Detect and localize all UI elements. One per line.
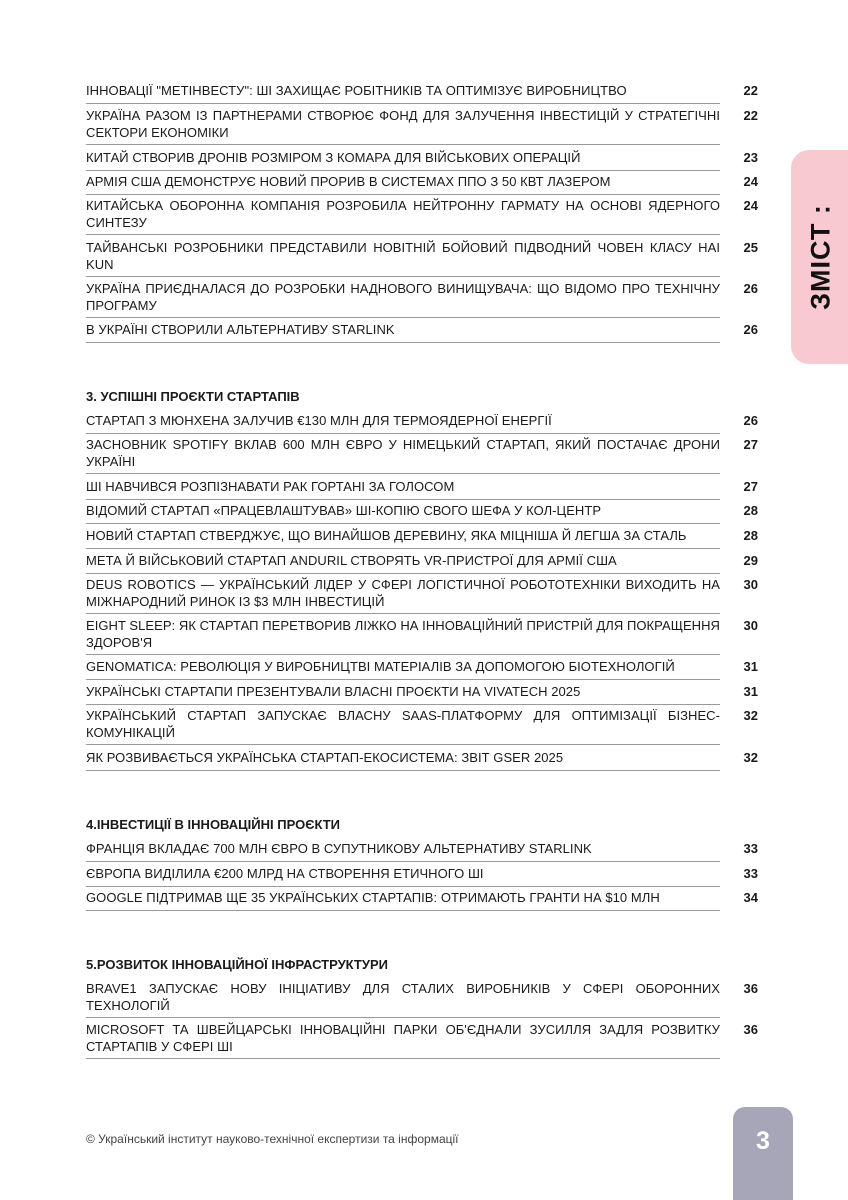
- page-number-tab: [733, 1107, 793, 1200]
- toc-entry-page: 26: [743, 322, 758, 337]
- toc-entry-page: 36: [743, 1022, 758, 1037]
- toc-entry-title: DEUS ROBOTICS — УКРАЇНСЬКИЙ ЛІДЕР У СФЕРІ ЛОГІСТИЧНОЇ РОБОТОТЕХНІКИ ВИХОДИТЬ НА МІЖНАРОДНИЙ РИНОК ІЗ $3 МЛН ІНВЕСТИЦІЙ: [86, 577, 720, 614]
- toc-entry-page: 28: [743, 528, 758, 543]
- toc-entry-title: GENOMATICA: РЕВОЛЮЦІЯ У ВИРОБНИЦТВІ МАТЕРІАЛІВ ЗА ДОПОМОГОЮ БІОТЕХНОЛОГІЙ: [86, 659, 720, 680]
- toc-entry-title: ТАЙВАНСЬКІ РОЗРОБНИКИ ПРЕДСТАВИЛИ НОВІТНІЙ БОЙОВИЙ ПІДВОДНИЙ ЧОВЕН КЛАСУ HAI KUN: [86, 240, 720, 277]
- toc-entry-title: ІННОВАЦІЇ "МЕТІНВЕСТУ": ШІ ЗАХИЩАЄ РОБІТНИКІВ ТА ОПТИМІЗУЄ ВИРОБНИЦТВО: [86, 83, 720, 104]
- toc-entry-page: 22: [743, 108, 758, 123]
- footer-copyright: © Український інститут науково-технічної експертизи та інформації: [86, 1132, 459, 1146]
- toc-entry-title: УКРАЇНА ПРИЄДНАЛАСЯ ДО РОЗРОБКИ НАДНОВОГО ВИНИЩУВАЧА: ЩО ВІДОМО ПРО ТЕХНІЧНУ ПРОГРАМУ: [86, 281, 720, 318]
- toc-entry-title: УКРАЇНА РАЗОМ ІЗ ПАРТНЕРАМИ СТВОРЮЄ ФОНД ДЛЯ ЗАЛУЧЕННЯ ІНВЕСТИЦІЙ У СТРАТЕГІЧНІ СЕКТОРИ ЕКОНОМІКИ: [86, 108, 720, 145]
- toc-entry-title: МЕТА Й ВІЙСЬКОВИЙ СТАРТАП ANDURIL СТВОРЯТЬ VR-ПРИСТРОЇ ДЛЯ АРМІЇ США: [86, 553, 720, 574]
- toc-entry-page: 22: [743, 83, 758, 98]
- contents-side-tab-label: ЗМІСТ :: [805, 204, 836, 310]
- contents-side-tab: [791, 150, 848, 364]
- toc-entry-page: 26: [743, 281, 758, 296]
- toc-entry-page: 27: [743, 437, 758, 452]
- toc-entry-title: ЯК РОЗВИВАЄТЬСЯ УКРАЇНСЬКА СТАРТАП-ЕКОСИСТЕМА: ЗВІТ GSER 2025: [86, 750, 720, 771]
- toc-entry-page: 33: [743, 841, 758, 856]
- toc-entry-page: 25: [743, 240, 758, 255]
- toc-entry-page: 24: [743, 198, 758, 213]
- toc-entry-title: MICROSOFT ТА ШВЕЙЦАРСЬКІ ІННОВАЦІЙНІ ПАРКИ ОБ'ЄДНАЛИ ЗУСИЛЛЯ ЗАДЛЯ РОЗВИТКУ СТАРТАПІВ У СФЕРІ ШІ: [86, 1022, 720, 1059]
- toc-entry-title: В УКРАЇНІ СТВОРИЛИ АЛЬТЕРНАТИВУ STARLINK: [86, 322, 720, 343]
- toc-entry-title: НОВИЙ СТАРТАП СТВЕРДЖУЄ, ЩО ВИНАЙШОВ ДЕРЕВИНУ, ЯКА МІЦНІША Й ЛЕГША ЗА СТАЛЬ: [86, 528, 720, 549]
- toc-entry-title: КИТАЙСЬКА ОБОРОННА КОМПАНІЯ РОЗРОБИЛА НЕЙТРОННУ ГАРМАТУ НА ОСНОВІ ЯДЕРНОГО СИНТЕЗУ: [86, 198, 720, 235]
- toc-entry-title: КИТАЙ СТВОРИВ ДРОНІВ РОЗМІРОМ З КОМАРА ДЛЯ ВІЙСЬКОВИХ ОПЕРАЦІЙ: [86, 150, 720, 171]
- toc-entry-title: ЄВРОПА ВИДІЛИЛА €200 МЛРД НА СТВОРЕННЯ ЕТИЧНОГО ШІ: [86, 866, 720, 887]
- toc-entry-page: 32: [743, 750, 758, 765]
- section-heading: 5.РОЗВИТОК ІННОВАЦІЙНОЇ ІНФРАСТРУКТУРИ: [86, 957, 388, 972]
- toc-entry-page: 27: [743, 479, 758, 494]
- toc-entry-title: СТАРТАП З МЮНХЕНА ЗАЛУЧИВ €130 МЛН ДЛЯ ТЕРМОЯДЕРНОЇ ЕНЕРГІЇ: [86, 413, 720, 434]
- toc-entry-title: BRAVE1 ЗАПУСКАЄ НОВУ ІНІЦІАТИВУ ДЛЯ СТАЛИХ ВИРОБНИКІВ У СФЕРІ ОБОРОННИХ ТЕХНОЛОГІЙ: [86, 981, 720, 1018]
- toc-entry-title: ФРАНЦІЯ ВКЛАДАЄ 700 МЛН ЄВРО В СУПУТНИКОВУ АЛЬТЕРНАТИВУ STARLINK: [86, 841, 720, 862]
- toc-entry-page: 29: [743, 553, 758, 568]
- toc-entry-page: 30: [743, 577, 758, 592]
- toc-entry-page: 23: [743, 150, 758, 165]
- toc-entry-title: УКРАЇНСЬКИЙ СТАРТАП ЗАПУСКАЄ ВЛАСНУ SAAS-ПЛАТФОРМУ ДЛЯ ОПТИМІЗАЦІЇ БІЗНЕС-КОМУНІКАЦІЙ: [86, 708, 720, 745]
- toc-entry-page: 33: [743, 866, 758, 881]
- page-number: 3: [756, 1127, 770, 1155]
- toc-entry-page: 28: [743, 503, 758, 518]
- toc-entry-title: ЗАСНОВНИК SPOTIFY ВКЛАВ 600 МЛН ЄВРО У НІМЕЦЬКИЙ СТАРТАП, ЯКИЙ ПОСТАЧАЄ ДРОНИ УКРАЇНІ: [86, 437, 720, 474]
- section-heading: 4.ІНВЕСТИЦІЇ В ІННОВАЦІЙНІ ПРОЄКТИ: [86, 817, 340, 832]
- toc-entry-page: 24: [743, 174, 758, 189]
- toc-entry-title: GOOGLE ПІДТРИМАВ ЩЕ 35 УКРАЇНСЬКИХ СТАРТАПІВ: ОТРИМАЮТЬ ГРАНТИ НА $10 МЛН: [86, 890, 720, 911]
- toc-entry-page: 31: [743, 684, 758, 699]
- toc-entry-page: 36: [743, 981, 758, 996]
- toc-entry-title: АРМІЯ США ДЕМОНСТРУЄ НОВИЙ ПРОРИВ В СИСТЕМАХ ППО З 50 КВТ ЛАЗЕРОМ: [86, 174, 720, 195]
- toc-entry-page: 30: [743, 618, 758, 633]
- toc-entry-page: 31: [743, 659, 758, 674]
- toc-entry-title: EIGHT SLEEP: ЯК СТАРТАП ПЕРЕТВОРИВ ЛІЖКО НА ІННОВАЦІЙНИЙ ПРИСТРІЙ ДЛЯ ПОКРАЩЕННЯ ЗДОРОВ'Я: [86, 618, 720, 655]
- section-heading: 3. УСПІШНІ ПРОЄКТИ СТАРТАПІВ: [86, 389, 300, 404]
- toc-entry-page: 32: [743, 708, 758, 723]
- toc-entry-title: ВІДОМИЙ СТАРТАП «ПРАЦЕВЛАШТУВАВ» ШІ-КОПІЮ СВОГО ШЕФА У КОЛ-ЦЕНТР: [86, 503, 720, 524]
- toc-entry-page: 34: [743, 890, 758, 905]
- toc-entry-page: 26: [743, 413, 758, 428]
- toc-entry-title: УКРАЇНСЬКІ СТАРТАПИ ПРЕЗЕНТУВАЛИ ВЛАСНІ ПРОЄКТИ НА VIVATECH 2025: [86, 684, 720, 705]
- toc-entry-title: ШІ НАВЧИВСЯ РОЗПІЗНАВАТИ РАК ГОРТАНІ ЗА ГОЛОСОМ: [86, 479, 720, 500]
